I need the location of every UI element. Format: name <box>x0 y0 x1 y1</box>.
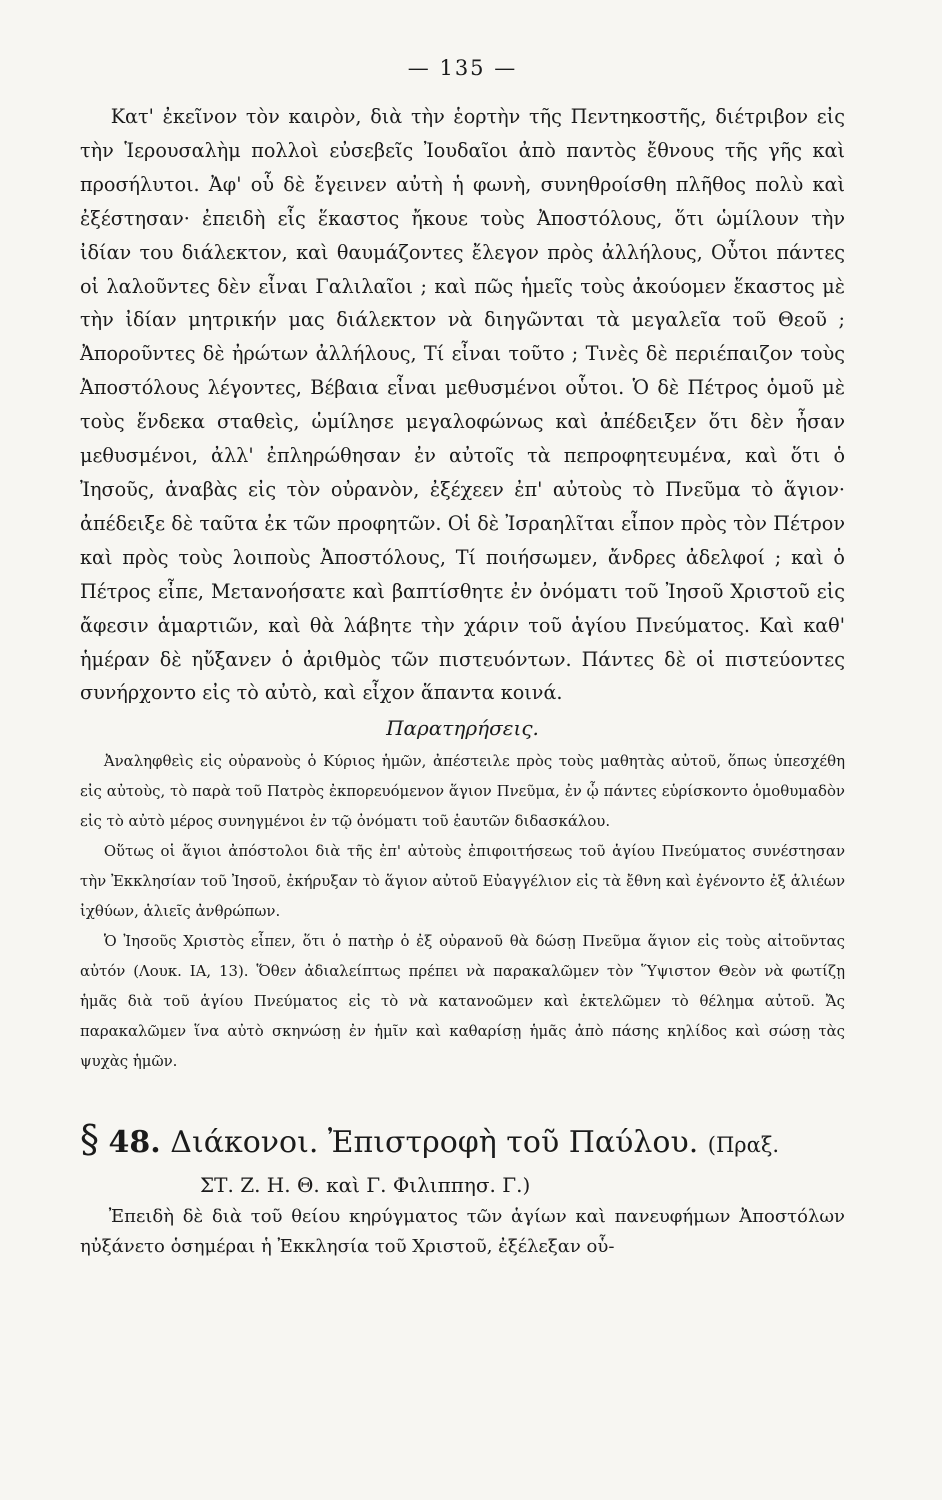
note-paragraph-2: Οὕτως οἱ ἅγιοι ἀπόστολοι διὰ τῆς ἐπ' αὐτοὺς ἐπιφοιτήσεως τοῦ ἁγίου Πνεύματος συνέστησαν τὴν Ἐκκλησίαν τοῦ Ἰησοῦ, ἐκήρυξαν τὸ ἅγιον αὐτοῦ Εὐαγγέλιον εἰς τὰ ἔθνη καὶ ἐγένοντο ἐξ ἁλιέων ἰχθύων, ἁλιεῖς ἀνθρώπων. <box>80 842 845 921</box>
section-reference: ΣΤ. Ζ. Η. Θ. καὶ Γ. Φιλιππησ. Γ.) <box>200 1173 531 1198</box>
section-text <box>80 1202 845 1262</box>
section-heading <box>80 1116 845 1202</box>
main-paragraph: Κατ' ἐκεῖνον τὸν καιρὸν, διὰ τὴν ἑορτὴν τῆς Πεντηκοστῆς, διέτριβον εἰς τὴν Ἱερουσαλὴμ πολλοὶ εὐσεβεῖς Ἰουδαῖοι ἀπὸ παντὸς ἔθνους τῆς γῆς καὶ προσήλυτοι. Ἀφ' οὗ δὲ ἔγεινεν αὐτὴ ἡ φωνὴ, συνηθροίσθη πλῆθος πολὺ καὶ ἐξέστησαν· ἐπειδὴ εἷς ἕκαστος ἤκουε τοὺς Ἀποστόλους, ὅτι ὡμίλουν τὴν ἰδίαν του διάλεκτον, καὶ θαυμάζοντες ἔλεγον πρὸς ἀλλήλους, Οὗτοι πάντες οἱ λαλοῦντες δὲν εἶναι Γαλιλαῖοι ; καὶ πῶς ἡμεῖς τοὺς ἀκούομεν ἕκαστος μὲ τὴν ἰδίαν μητρικήν μας διάλεκτον νὰ διηγῶνται τὰ μεγαλεῖα τοῦ Θεοῦ ; Ἀποροῦντες δὲ ἠρώτων ἀλλήλους, Τί εἶναι τοῦτο ; Τινὲς δὲ περιέπαιζον τοὺς Ἀποστόλους λέγοντες, Βέβαια εἶναι μεθυσμένοι οὗτοι. Ὁ δὲ Πέτρος ὁμοῦ μὲ τοὺς ἕνδεκα σταθεὶς, ὡμίλησε μεγαλοφώνως καὶ ἀπέδειξεν ὅτι δὲν ἦσαν μεθυσμένοι, ἀλλ' ἐπληρώθησαν ἐν αὐτοῖς τὰ πεπροφητευμένα, καὶ ὅτι ὁ Ἰησοῦς, ἀναβὰς εἰς τὸν οὐρανὸν, ἐξέχεεν ἐπ' αὐτοὺς τὸ Πνεῦμα τὸ ἅγιον· ἀπέδειξε δὲ ταῦτα ἐκ τῶν προφητῶν. Οἱ δὲ Ἰσραηλῖται εἶπον πρὸς τὸν Πέτρον καὶ πρὸς τοὺς λοιποὺς Ἀποστόλους, Τί ποιήσωμεν, ἄνδρες ἀδελφοί ; καὶ ὁ Πέτρος εἶπε, Μετανοήσατε καὶ βαπτίσθητε ἐν ὀνόματι τοῦ Ἰησοῦ Χριστοῦ εἰς ἄφεσιν ἁμαρτιῶν, καὶ θὰ λάβητε τὴν χάριν τοῦ ἁγίου Πνεύματος. Καὶ καθ' ἡμέραν δὲ ηὔξανεν ὁ ἀριθμὸς τῶν πιστευόντων. Πάντες δὲ οἱ πιστεύοντες συνήρχοντο εἰς τὸ αὐτὸ, καὶ εἶχον ἅπαντα κοινά. <box>80 105 845 705</box>
notes-heading: Παρατηρήσεις. <box>386 716 539 741</box>
note-paragraph-1: Ἀναληφθεὶς εἰς οὐρανοὺς ὁ Κύριος ἡμῶν, ἀπέστειλε πρὸς τοὺς μαθητὰς αὐτοῦ, ὅπως ὑπεσχέθη εἰς αὐτοὺς, τὸ παρὰ τοῦ Πατρὸς ἐκπορευόμενον ἅγιον Πνεῦμα, ἐν ᾧ πάντες εὑρίσκοντο ὁμοθυμαδὸν εἰς τὸ αὐτὸ μέρος συνηγμένοι ἐν τῷ ὀνόματι τοῦ ἑαυτῶν διδασκάλου. <box>80 752 845 831</box>
section-symbol: § <box>80 1117 99 1162</box>
main-text <box>80 100 845 710</box>
section-reference-open: (Πραξ. <box>707 1133 780 1158</box>
section-number: 48. <box>108 1125 161 1161</box>
book-page <box>80 56 845 1262</box>
note-paragraph-3: Ὁ Ἰησοῦς Χριστὸς εἶπεν, ὅτι ὁ πατὴρ ὁ ἐξ οὐρανοῦ θὰ δώσῃ Πνεῦμα ἅγιον εἰς τοὺς αἰτοῦντας αὐτόν (Λουκ. ΙΑ, 13). Ὅθεν ἀδιαλείπτως πρέπει νὰ παρακαλῶμεν τὸν Ὕψιστον Θεὸν νὰ φωτίζῃ ἡμᾶς διὰ τοῦ ἁγίου Πνεύματος εἰς τὸ νὰ κατανοῶμεν καὶ ἐκτελῶμεν τὸ θέλημα αὐτοῦ. Ἄς παρακαλῶμεν ἵνα αὐτὸ σκηνώσῃ ἐν ἡμῖν καὶ καθαρίσῃ ἡμᾶς ἀπὸ πάσης κηλίδος καὶ σώσῃ τὰς ψυχὰς ἡμῶν. <box>80 932 845 1071</box>
section-title: Διάκονοι. Ἐπιστροφὴ τοῦ Παύλου. <box>170 1125 699 1161</box>
section-title-line <box>80 1116 845 1168</box>
section-paragraph: Ἐπειδὴ δὲ διὰ τοῦ θείου κηρύγματος τῶν ἁγίων καὶ πανευφήμων Ἀποστόλων ηὐξάνετο ὁσημέραι ἡ Ἐκκλησία τοῦ Χριστοῦ, ἐξέλεξαν οὗ- <box>80 1206 845 1258</box>
notes-section <box>80 746 845 1076</box>
page-number: — 135 — <box>407 56 518 80</box>
